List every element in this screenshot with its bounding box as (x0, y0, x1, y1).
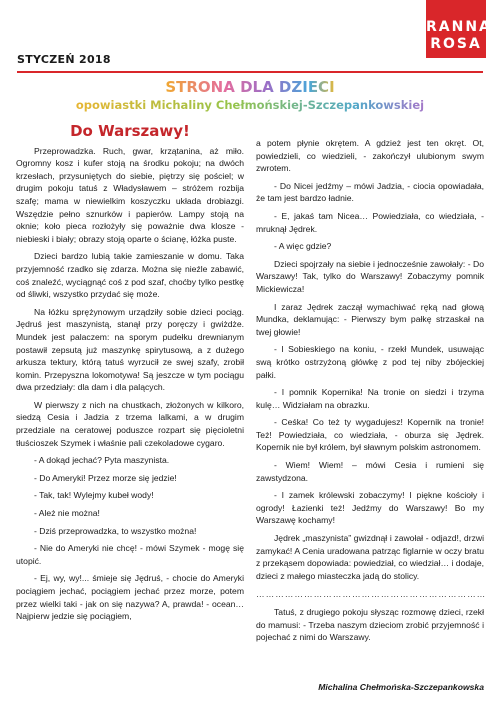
dialogue-line: - Tak, tak! Wylejmy kubeł wody! (34, 490, 154, 501)
section-title: STRONA DLA DZIECI (165, 78, 335, 96)
article-right-column (256, 137, 487, 649)
paragraph: Dzieci spojrzały na siebie i jednocześnie zawołały: - Do Warszawy! Tak, tylko do Warszawy! Zobaczymy pomnik Mickiewicza! (256, 258, 484, 294)
logo-line-2: ROSA (430, 36, 482, 52)
dialogue-line: - A dokąd jechać? Pyta maszynista. (34, 455, 170, 466)
dialogue-line: - Nie do Ameryki nie chcę! - mówi Szymek - mogę się utopić. (16, 543, 244, 566)
dotted-separator: ……………………………………………………………… (256, 589, 487, 600)
paragraph: Jędrek „maszynista” gwizdnął i zawołał - odjazd!, drzwi zamykać! A Cenia uradowana patrząc figlarnie w oczy bratu z przekąsem dopowiada: powiedział, co wiedział… i dodaje, dzieci z małego miasteczka jadą do stolicy. (256, 533, 484, 581)
dialogue-line: - I Sobieskiego na koniu, - rzekł Mundek, usuwając swą krótko ostrzyżoną główkę z pod tej niby zbójeckiej pałki. (256, 344, 484, 380)
paragraph: Na łóżku sprężynowym urządziły sobie dzieci pociąg. Jędruś jest maszynistą, stanął przy poręczy i gwiżdże. Mundek jest palaczem: na sporym pudełku drewnianym postawił zepsutą już maszynkę spirytusową, a z dużego arkusza tektury, którą tatuś wyrzucił ze swej szafy, zrobił komin. Przepyszna lokomotywa! Są jeszcze w tym pociągu dwa przedziały: dla dam i dla palących. (16, 306, 244, 393)
logo-line-1: RANNA (426, 19, 492, 35)
dialogue-line: - Dziś przeprowadzka, to wszystko można! (34, 525, 197, 536)
magazine-logo (426, 0, 492, 58)
section-subtitle: opowiastki Michaliny Chełmońskiej-Szczepankowskiej (75, 98, 425, 112)
paragraph: a potem płynie okrętem. A gdzież jest ten okręt. Ot, powiedzieli, co wiedzieli, - zakończył ulubionym swym zwrotem. (256, 138, 484, 174)
issue-date: STYCZEŃ 2018 (17, 53, 111, 66)
article-title: Do Warszawy! (70, 122, 190, 140)
author-signature: Michalina Chełmońska-Szczepankowska (318, 682, 484, 692)
dialogue-line: - Do Ameryki! Przez morze się jedzie! (34, 472, 177, 483)
dialogue-line: - Wiem! Wiem! – mówi Cesia i rumieni się zawstydzona. (256, 460, 484, 483)
paragraph: Przeprowadzka. Ruch, gwar, krzątanina, aż miło. Ogromny kosz i kufer stoją na środku pokoju; na dwóch krzesłach, przysuniętych do siebie, piętrzy się pościel; w drugim pokoju tatuś z Władysławem – stróżem rozbija szafę; mama w niewielkim koszyczku układa drobiazgi. Wszędzie pełno sznurków i papierów. Lampy stoją na oknie; koło pieca rozłożyły się poważnie dwa klosze - niebieski i biały; obrazy stoją oparte o ścianę, łóżka puste. (16, 145, 244, 244)
dialogue-line: - I pomnik Kopernika! Na tronie on siedzi i trzyma kulę… Widziałam na obrazku. (256, 387, 484, 410)
dialogue-line: - Ceśka! Co też ty wygadujesz! Kopernik na tronie! Też! Powiedziała, co wiedziała, - oburza się Jędrek. Kopernik nie był królem, był sławnym polskim astronomem. (256, 417, 484, 453)
header-divider (17, 71, 483, 73)
paragraph: - Ej, wy, wy!... śmieje się Jędruś, - chocie do Ameryki pociągiem jechać, pociągiem jechać przez morze, potem przez wielki taki - jak on się nazywa? A, prawda! - ocean… Najpierw jedzie się pociągiem, (16, 573, 244, 622)
paragraph: I zaraz Jędrek zaczął wymachiwać ręką nad głową Mundka, deklamując: - Pierwszy bym pałkę strzaskał na twej głowie! (256, 301, 484, 337)
dialogue-line: - Do Nicei jedźmy – mówi Jadzia, - ciocia opowiadała, że tam jest bardzo ładnie. (256, 180, 484, 204)
paragraph: W pierwszy z nich na chustkach, złożonych w kilkoro, siedzą Cesia i Jadzia z trzema lalkami, a w drugim przedziale na ceratowej poduszce rozpart się pięcioletni tłuścioszek Szymek i właśnie pali czekoladowe cygaro. (16, 399, 244, 448)
paragraph: Dzieci bardzo lubią takie zamieszanie w domu. Taka przyjemność rzadko się zdarza. Można się nieźle zabawić, coś znaleźć, wyciągnąć coś z pod szaf, choćby tylko pestkę od śliwki, wszystko przydać się może. (16, 251, 244, 300)
dialogue-line: - A więc gdzie? (274, 241, 332, 252)
paragraph: Tatuś, z drugiego pokoju słysząc rozmowę dzieci, rzekł do mamusi: - Trzeba naszym dzieciom zrobić przyjemność i pojechać z nimi do Warszawy. (256, 607, 484, 643)
dialogue-line: - Ależ nie można! (34, 508, 100, 519)
article-left-column (16, 122, 244, 628)
dialogue-line: - I zamek królewski zobaczymy! I piękne kościoły i ogrody! Łazienki też! Jedźmy do Warszawy! Bo my Warszawę kochamy! (256, 490, 484, 526)
dialogue-line: - E, jakaś tam Nicea… Powiedziała, co wiedziała, - mruknął Jędrek. (256, 210, 484, 234)
